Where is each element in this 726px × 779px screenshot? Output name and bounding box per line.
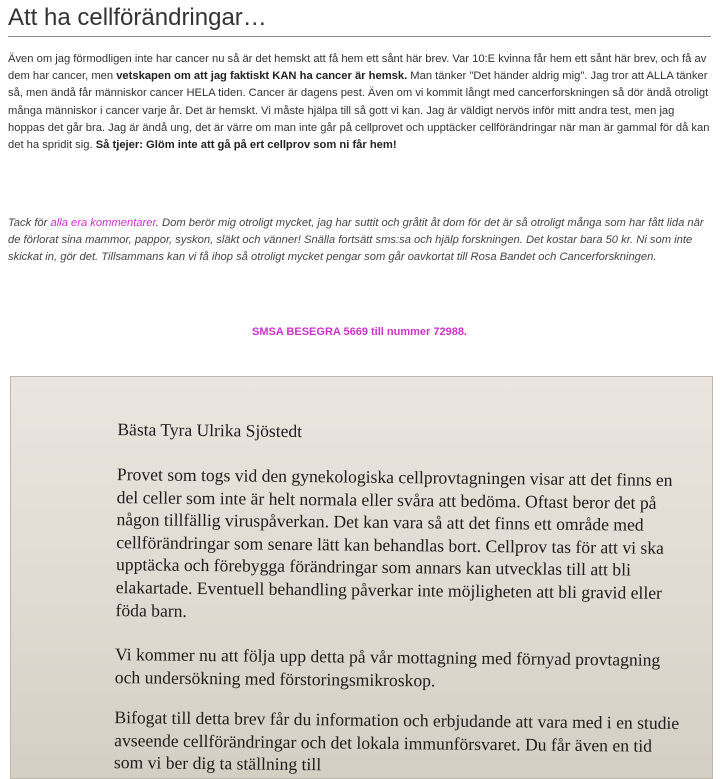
comments-link[interactable]: alla era kommentarer (50, 217, 156, 229)
letter-paragraph: Provet som togs vid den gynekologiska cellprovtagningen visar att det finns en del celler som inte är helt normala eller svåra att bedöma. Oftast beror det på någon tillfällig viruspåverkan. Det kan vara så att det finns ett område med cellförändringar som senare lätt kan behandlas bort. Cellprov tas för att vi ska upptäcka och förebygga förändringar som annars kan utvecklas till att bli elakartade. Eventuell behandling påverkar inte möjligheten att bli gravid eller föda barn. (115, 464, 673, 621)
thanks-text-continued: . Dom berör mig otroligt mycket, jag har suttit och gråtit åt dom för det är så otroligt många som har fått lida när de förlorat sina mammor, pappor, syskon, släkt och vänner! Snälla fortsätt sms:sa och hjälp forskningen. Det kostar bara 50 kr. Ni som inte skickat in, gör det. Tillsammans kan vi få ihop så otroligt mycket pengar som går oavkortat till Rosa Bandet och Cancerforskningen. (8, 217, 704, 264)
letter-paragraph: Vi kommer nu att följa upp detta på vår mottagning med förnyad provtagning och undersökning med förstoringsmikroskop. (114, 644, 661, 691)
letter-paragraph: Bifogat till detta brev får du information och erbjudande att vara med i en studie avseende cellförändringar och det lokala immunförsvaret. Du får även en tid som vi ber dig ta ställning till (113, 707, 680, 775)
letter-salutation: Bästa Tyra Ulrika Sjöstedt (117, 419, 303, 442)
post-body-paragraph (8, 51, 714, 154)
thanks-paragraph (8, 215, 714, 267)
title-divider (8, 36, 711, 37)
letter-photo (10, 376, 713, 779)
post-text: Även om jag förmodligen inte har cancer nu så är det hemskt att få hem ett sånt här brev. Var 10:E kvinna får hem ett sånt här brev, och få av dem har cancer, men (8, 53, 707, 83)
post-call-to-action: Så tjejer: Glöm inte att gå på ert cellprov som ni får hem! (95, 139, 397, 152)
thanks-text: Tack för (8, 217, 51, 229)
post-text-continued: Man tänker "Det händer aldrig mig". Jag tror att ALLA tänker så, men ändå får människor cancer HELA tiden. Cancer är dagens pest. Även om vi kommit långt med cancerforskningen så dör ändå otroligt många människor i cancer varje år. Det är hemskt. Vi måste hjälpa till så gott vi kan. Jag är väldigt nervös inför mitt andra test, men jag hoppas det går bra. Jag är ändå ung, det är värre om man inte går på cellprovet och upptäcker cellförändringar när man är gammal för då kan det ha spridit sig. (8, 70, 710, 152)
sms-donation-line: SMSA BESEGRA 5669 till nummer 72988. (252, 326, 467, 338)
post-emphasis: vetskapen om att jag faktiskt KAN ha cancer är hemsk. (116, 70, 408, 83)
letter-content (10, 376, 713, 779)
post-title: Att ha cellförändringar… (8, 4, 267, 31)
